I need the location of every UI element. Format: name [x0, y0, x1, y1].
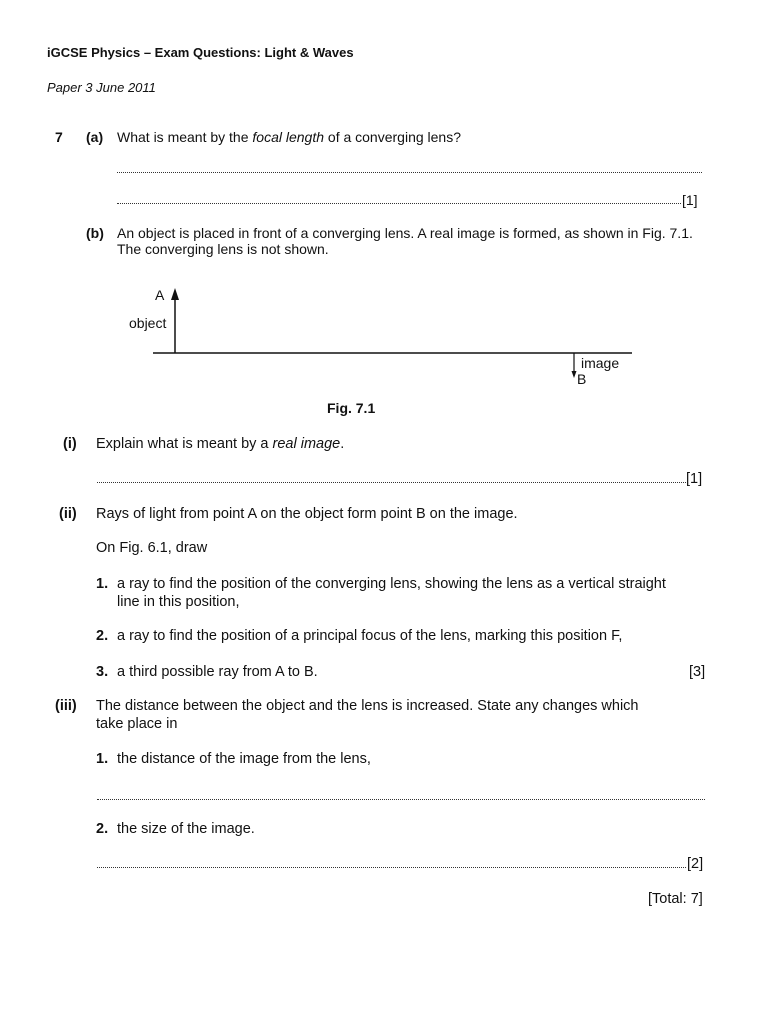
part-iii-label: (iii)	[55, 698, 77, 714]
paper-reference: Paper 3 June 2011	[47, 80, 156, 95]
part-a-text-before: What is meant by the	[117, 129, 253, 145]
item-number: 1.	[96, 576, 109, 592]
item-number: 1.	[96, 751, 109, 767]
part-iii-mark: [2]	[687, 856, 704, 872]
item-text: a third possible ray from A to B.	[117, 664, 318, 680]
item-text: the size of the image.	[117, 821, 255, 837]
item-text: a ray to find the position of the converging lens, showing the lens as a vertical straight	[117, 576, 666, 592]
item-number: 2.	[96, 821, 109, 837]
part-a-label: (a)	[86, 129, 104, 145]
item-text: the distance of the image from the lens,	[117, 751, 371, 767]
image-arrowhead	[572, 371, 577, 378]
item-text: a ray to find the position of a principal focus of the lens, marking this position F,	[117, 628, 623, 644]
answer-line[interactable]	[97, 866, 686, 868]
part-i-text-italic: real image	[272, 436, 341, 452]
figure-caption: Fig. 7.1	[327, 400, 376, 416]
part-ii-instruction: On Fig. 6.1, draw	[96, 540, 208, 556]
part-b-line2: The converging lens is not shown.	[117, 241, 329, 257]
figure-label-a: A	[155, 287, 165, 303]
part-i-text-after: .	[340, 436, 345, 452]
document-title: iGCSE Physics – Exam Questions: Light & Waves	[47, 45, 354, 60]
part-i-question	[96, 436, 344, 452]
total-marks: [Total: 7]	[648, 891, 703, 907]
part-ii-label: (ii)	[59, 506, 77, 522]
part-ii-intro: Rays of light from point A on the object form point B on the image.	[96, 506, 518, 522]
figure-label-object: object	[129, 315, 167, 331]
part-b-label: (b)	[86, 225, 104, 241]
item-number: 3.	[96, 664, 109, 680]
figure-7-1	[0, 0, 768, 420]
part-iii-line1: The distance between the object and the lens is increased. State any changes which	[96, 698, 639, 714]
object-arrowhead	[171, 288, 179, 300]
part-a-text-after: of a converging lens?	[324, 129, 461, 145]
answer-line[interactable]	[97, 798, 705, 800]
question-number: 7	[55, 129, 63, 145]
figure-label-image: image	[581, 355, 620, 371]
part-a-mark: [1]	[682, 192, 698, 208]
item-number: 2.	[96, 628, 109, 644]
part-i-text-before: Explain what is meant by a	[96, 436, 273, 452]
answer-line[interactable]	[97, 481, 686, 483]
figure-label-b: B	[577, 371, 587, 387]
part-i-label: (i)	[63, 436, 77, 452]
part-i-mark: [1]	[686, 471, 703, 487]
part-a-text-italic: focal length	[252, 129, 325, 145]
item-text-continued: line in this position,	[117, 594, 240, 610]
part-ii-mark: [3]	[689, 664, 706, 680]
part-b-line1: An object is placed in front of a converging lens. A real image is formed, as shown in Fig. 7.1.	[117, 225, 693, 241]
part-iii-line2: take place in	[96, 716, 178, 732]
